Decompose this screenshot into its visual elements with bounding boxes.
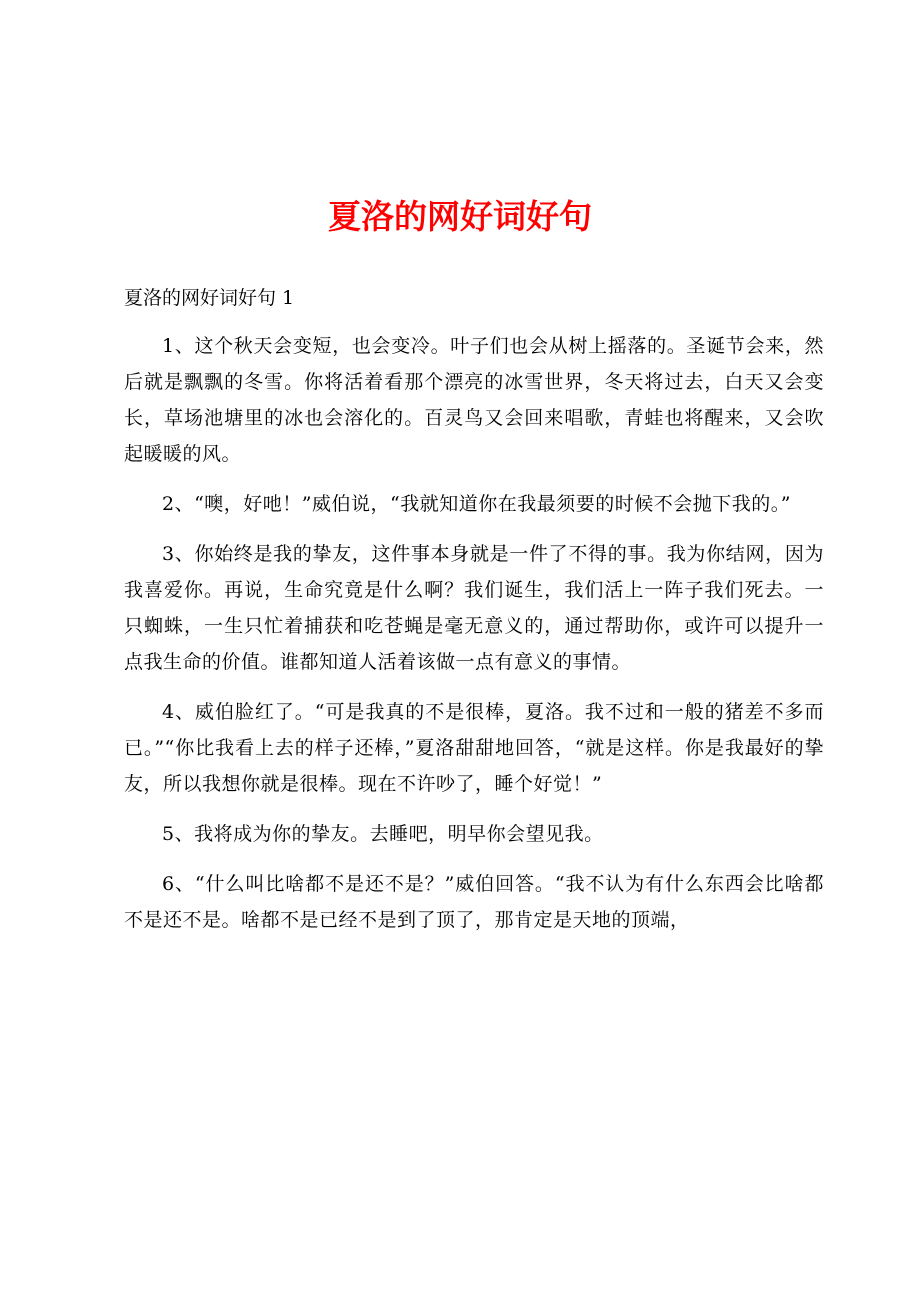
paragraph-1: 1、这个秋天会变短，也会变冷。叶子们也会从树上摇落的。圣诞节会来，然后就是飘飘的冬雪。你将活着看那个漂亮的冰雪世界，冬天将过去，白天又会变长，草场池塘里的冰也会溶化的。百灵鸟又会回来唱歌，青蛙也将醒来，又会吹起暖暖的风。: [124, 335, 824, 465]
section-heading: 夏洛的网好词好句 1: [124, 287, 295, 309]
paragraph-5: 5、我将成为你的挚友。去睡吧，明早你会望见我。: [162, 823, 604, 845]
paragraph-3: 3、你始终是我的挚友，这件事本身就是一件了不得的事。我为你结网，因为我喜爱你。再说，生命究竟是什么啊？我们诞生，我们活上一阵子我们死去。一只蜘蛛，一生只忙着捕获和吃苍蝇是毫无意义的，通过帮助你，或许可以提升一点我生命的价值。谁都知道人活着该做一点有意义的事情。: [124, 543, 824, 673]
document-title: 夏洛的网好词好句: [328, 197, 592, 236]
paragraph-2: 2、“噢，好吔！”威伯说，“我就知道你在我最须要的时候不会抛下我的。”: [162, 493, 791, 515]
document-body: [124, 328, 824, 952]
paragraph-6: 6、“什么叫比啥都不是还不是？”威伯回答。“我不认为有什么东西会比啥都不是还不是。啥都不是已经不是到了顶了，那肯定是天地的顶端，: [124, 873, 824, 931]
paragraph-4: 4、威伯脸红了。“可是我真的不是很棒，夏洛。我不过和一般的猪差不多而已。”“你比我看上去的样子还棒，”夏洛甜甜地回答，“就是这样。你是我最好的挚友，所以我想你就是很棒。现在不许吵了，睡个好觉！”: [124, 701, 824, 795]
